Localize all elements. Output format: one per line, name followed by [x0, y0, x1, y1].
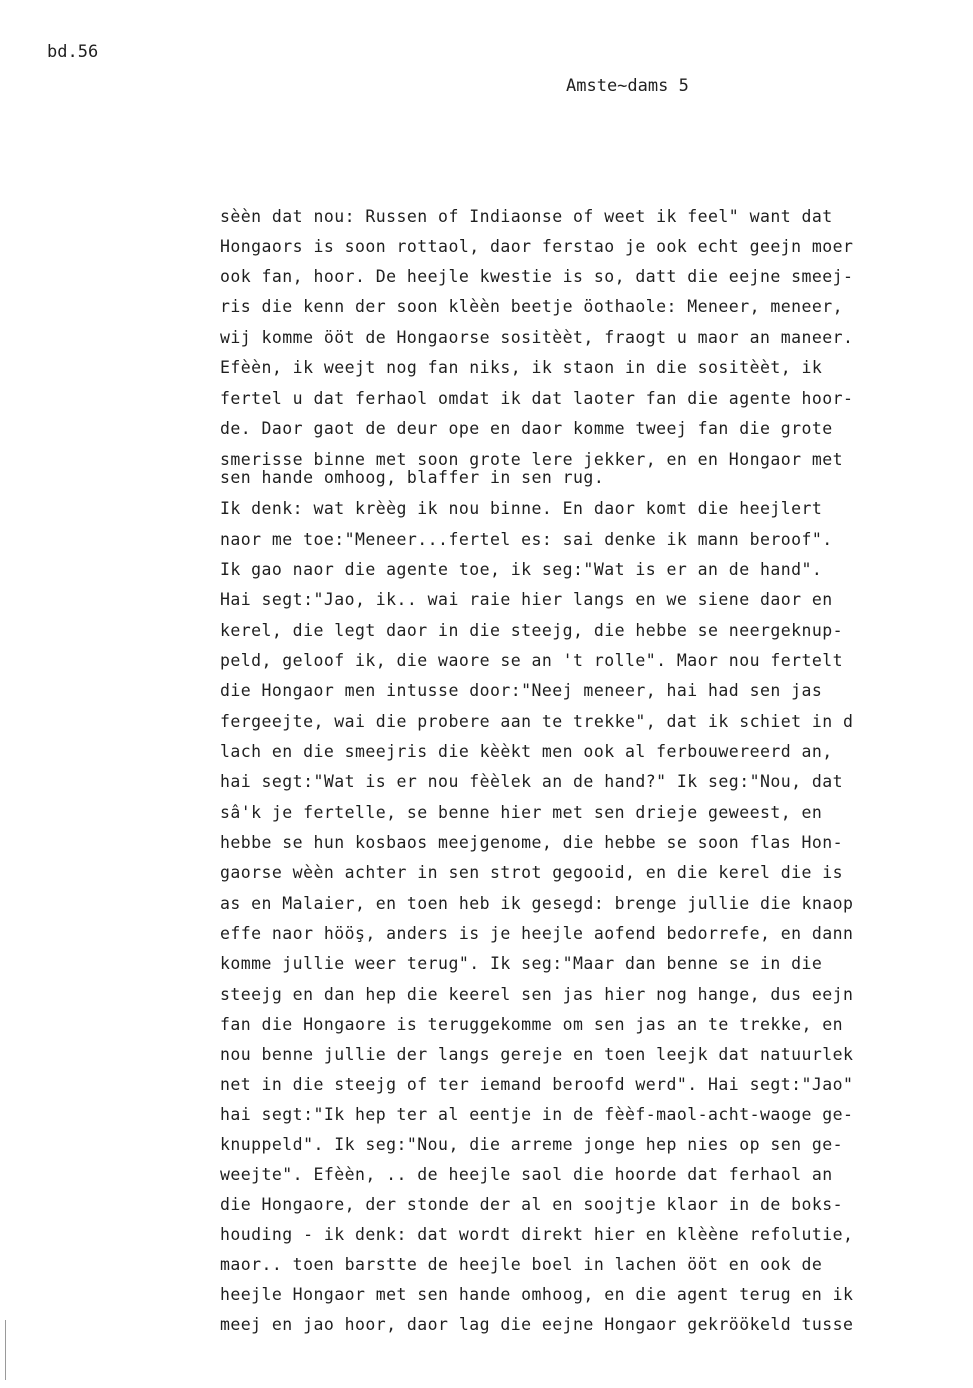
text-line: hebbe se hun kosbaos meejgenome, die hebbe se soon flas Hon- — [220, 833, 844, 852]
margin-mark — [5, 1320, 6, 1380]
text-line: Ik denk: wat krèèg ik nou binne. En daor komt die heejlert — [220, 499, 823, 518]
text-line: hai segt:"Wat is er nou fèèlek an de hand?" Ik seg:"Nou, dat — [220, 772, 844, 791]
text-line: kerel, die legt daor in die steejg, die hebbe se neergeknup- — [220, 621, 844, 640]
text-line: komme jullie weer terug". Ik seg:"Maar dan benne se in die — [220, 954, 823, 973]
text-line: fertel u dat ferhaol omdat ik dat laoter fan die agente hoor- — [220, 389, 854, 408]
text-line: nou benne jullie der langs gereje en toen leejk dat natuurlek — [220, 1045, 854, 1064]
text-line: Hai segt:"Jao, ik.. wai raie hier langs en we siene daor en — [220, 590, 833, 609]
text-line: hai segt:"Ik hep ter al eentje in de fèèf-maol-acht-waoge ge- — [220, 1105, 854, 1124]
text-line: effe naor hööş, anders is je heejle aofend bedorrefe, en dann — [220, 924, 854, 943]
text-line: steejg en dan hep die keerel sen jas hier nog hange, dus eejn — [220, 985, 854, 1004]
text-line: sèèn dat nou: Russen of Indiaonse of weet ik feel" want dat — [220, 207, 833, 226]
body-text — [220, 0, 973, 1388]
page-reference: bd.56 — [47, 42, 99, 62]
text-line: gaorse wèèn achter in sen strot gegooid, en die kerel die is — [220, 863, 844, 882]
text-line: naor me toe:"Meneer...fertel es: sai denke ik mann beroof". — [220, 530, 833, 549]
text-line: Hongaors is soon rottaol, daor ferstao je ook echt geejn moer — [220, 237, 854, 256]
page-header: Amste~dams 5 — [566, 76, 689, 96]
text-line: knuppeld". Ik seg:"Nou, die arreme jonge hep nies op sen ge- — [220, 1135, 844, 1154]
text-line: Ik gao naor die agente toe, ik seg:"Wat is er an de hand". — [220, 560, 823, 579]
text-line: maor.. toen barstte de heejle boel in lachen ööt en ook de — [220, 1255, 823, 1274]
text-line: net in die steejg of ter iemand beroofd werd". Hai segt:"Jao" — [220, 1075, 854, 1094]
text-line: fan die Hongaore is teruggekomme om sen jas an te trekke, en — [220, 1015, 844, 1034]
text-line: ook fan, hoor. De heejle kwestie is so, datt die eejne smeej- — [220, 267, 854, 286]
text-line: Efèèn, ik weejt nog fan niks, ik staon in die sositèèt, ik — [220, 358, 823, 377]
text-line: wij komme ööt de Hongaorse sositèèt, fraogt u maor an maneer. — [220, 328, 854, 347]
text-line: ris die kenn der soon klèèn beetje öothaole: Meneer, meneer, — [220, 297, 844, 316]
text-line: meej en jao hoor, daor lag die eejne Hongaor gekröökeld tusse — [220, 1315, 854, 1334]
text-line: die Hongaor men intusse door:"Neej meneer, hai had sen jas — [220, 681, 823, 700]
text-line: die Hongaore, der stonde der al en soojtje klaor in de boks- — [220, 1195, 844, 1214]
text-line: sen hande omhoog, blaffer in sen rug. — [220, 468, 605, 487]
text-line: de. Daor gaot de deur ope en daor komme tweej fan die grote — [220, 419, 833, 438]
text-line: peld, geloof ik, die waore se an 't rolle". Maor nou fertelt — [220, 651, 844, 670]
text-line: lach en die smeejris die kèèkt men ook al ferbouwereerd an, — [220, 742, 833, 761]
text-line: as en Malaier, en toen heb ik gesegd: brenge jullie die knaop — [220, 894, 854, 913]
text-line: sâ'k je fertelle, se benne hier met sen drieje geweest, en — [220, 803, 823, 822]
text-line: fergeejte, wai die probere aan te trekke", dat ik schiet in d — [220, 712, 854, 731]
text-line: smerisse binne met soon grote lere jekker, en en Hongaor met — [220, 450, 844, 469]
text-line: heejle Hongaor met sen hande omhoog, en die agent terug en ik — [220, 1285, 854, 1304]
text-line: houding - ik denk: dat wordt direkt hier en klèène refolutie, — [220, 1225, 854, 1244]
text-line: weejte". Efèèn, .. de heejle saol die hoorde dat ferhaol an — [220, 1165, 833, 1184]
